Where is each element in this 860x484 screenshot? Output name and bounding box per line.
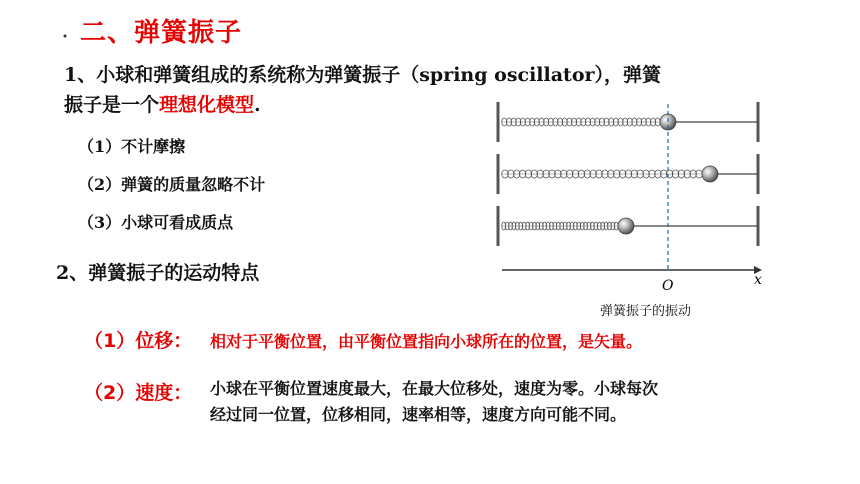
- oscillator-row-stretched: [498, 154, 758, 194]
- condition-item-2: （2）弹簧的质量忽略不计: [78, 175, 266, 194]
- title-bullet: [62, 24, 68, 30]
- x-axis-label: x: [754, 272, 762, 288]
- condition-item-3: （3）小球可看成质点: [78, 213, 234, 232]
- velocity-text-line-2: 经过同一位置，位移相同，速率相等，速度方向可能不同。: [210, 405, 627, 424]
- velocity-text-line-1: 小球在平衡位置速度最大，在最大位移处，速度为零。小球每次: [210, 379, 659, 398]
- ball: [702, 166, 718, 182]
- oscillator-row-equilibrium: [498, 102, 758, 142]
- section-2-heading: 2、弹簧振子的运动特点: [56, 262, 260, 284]
- spring: [502, 170, 703, 178]
- displacement-text: 相对于平衡位置，由平衡位置指向小球所在的位置，是矢量。: [210, 332, 643, 351]
- oscillator-row-compressed: [498, 206, 758, 246]
- spring: [502, 118, 660, 126]
- origin-label: O: [662, 278, 674, 294]
- spring: [502, 222, 618, 230]
- intro-line-1: 1、小球和弹簧组成的系统称为弹簧振子（spring oscillator），弹簧: [64, 64, 662, 86]
- page-title: 二、弹簧振子: [80, 18, 243, 48]
- velocity-label: （2）速度：: [84, 382, 193, 404]
- displacement-label: （1）位移：: [84, 330, 193, 352]
- spring-oscillator-figure: [492, 100, 782, 298]
- figure-caption: 弹簧振子的振动: [600, 304, 692, 319]
- intro-line-2-suffix: .: [254, 94, 261, 116]
- ideal-model-highlight: 理想化模型: [159, 94, 255, 116]
- intro-line-2-prefix: 振子是一个: [64, 94, 160, 116]
- condition-item-1: （1）不计摩擦: [78, 137, 186, 156]
- ball: [618, 218, 634, 234]
- velocity-text: [210, 376, 658, 428]
